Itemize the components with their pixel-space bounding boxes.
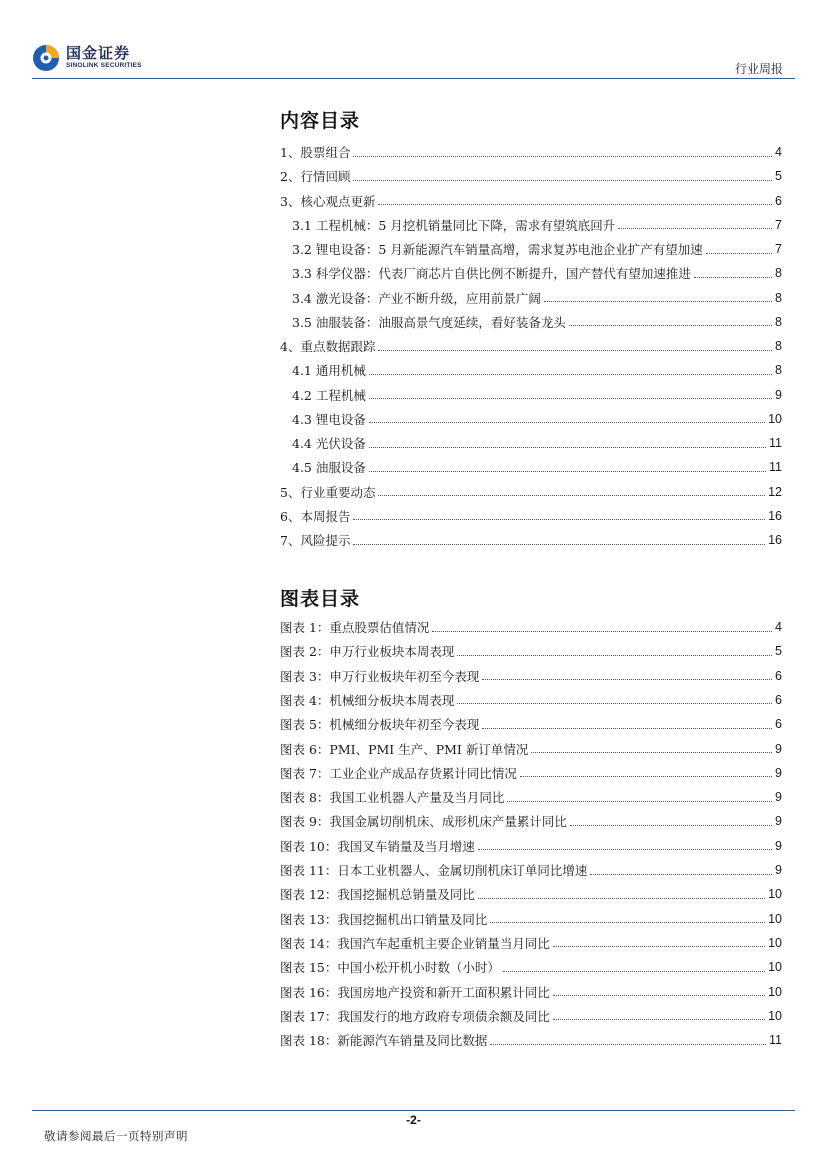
figure-entry[interactable]: [280, 933, 782, 953]
figure-entry[interactable]: [280, 714, 782, 734]
dot-leader: [553, 946, 765, 947]
toc-entry[interactable]: [280, 336, 782, 356]
entry-label: 3.5 油服装备：油服高景气度延续，看好装备龙头: [292, 314, 566, 330]
toc-entry[interactable]: [292, 457, 782, 477]
toc-entry[interactable]: [280, 166, 782, 186]
entry-label: 图表 12：我国挖掘机总销量及同比: [280, 887, 475, 903]
toc-title: 内容目录: [280, 110, 361, 132]
entry-page-number: 11: [769, 460, 782, 475]
figure-entry[interactable]: [280, 690, 782, 710]
dot-leader: [378, 350, 772, 351]
entry-page-number: 8: [775, 266, 782, 281]
report-type: 行业周报: [734, 62, 783, 76]
dot-leader: [478, 849, 772, 850]
sinolink-logo-icon: [32, 44, 60, 72]
entry-page-number: 4: [775, 620, 782, 634]
figure-entry[interactable]: [280, 739, 782, 759]
entry-label: 图表 5：机械细分板块年初至今表现: [280, 717, 480, 733]
entry-page-number: 6: [775, 668, 782, 683]
entry-label: 图表 9：我国金属切削机床、成形机床产量累计同比: [280, 814, 567, 830]
dot-leader: [694, 277, 772, 278]
entry-page-number: 9: [775, 863, 782, 877]
entry-label: 图表 18：新能源汽车销量及同比数据: [280, 1033, 488, 1049]
entry-label: 图表 7：工业企业产成品存货累计同比情况: [280, 765, 517, 781]
dot-leader: [507, 801, 772, 802]
entry-label: 1、股票组合: [280, 145, 351, 160]
entry-page-number: 10: [768, 1008, 782, 1023]
toc-entry[interactable]: [292, 360, 782, 380]
toc-entry[interactable]: [292, 263, 782, 283]
toc-entry[interactable]: [280, 482, 782, 502]
entry-label: 4.2 工程机械: [292, 387, 366, 403]
entry-label: 图表 10：我国叉车销量及当月增速: [280, 838, 475, 854]
dot-leader: [369, 398, 772, 399]
dot-leader: [378, 495, 765, 496]
brand-logo: [32, 44, 142, 72]
dot-leader: [478, 898, 765, 899]
figure-entry[interactable]: [280, 641, 782, 661]
figure-entry[interactable]: [280, 909, 782, 929]
figures-title: 图表目录: [280, 588, 361, 610]
entry-label: 图表 6：PMI、PMI 生产、PMI 新订单情况: [280, 741, 529, 757]
entry-label: 图表 15：中国小松开机小时数（小时）: [280, 960, 500, 976]
entry-page-number: 11: [769, 436, 782, 450]
entry-page-number: 7: [775, 217, 782, 232]
entry-page-number: 9: [775, 814, 782, 829]
dot-leader: [378, 204, 772, 205]
dot-leader: [432, 631, 772, 632]
entry-page-number: 5: [775, 169, 782, 184]
toc-entry[interactable]: [280, 142, 782, 162]
entry-page-number: 10: [768, 935, 782, 950]
entry-label: 图表 16：我国房地产投资和新开工面积累计同比: [280, 984, 550, 1000]
entry-label: 4.1 通用机械: [292, 363, 366, 379]
toc-entry[interactable]: [292, 215, 782, 235]
entry-label: 3.2 锂电设备：5 月新能源汽车销量高增，需求复苏电池企业扩产有望加速: [292, 242, 703, 257]
entry-page-number: 4: [775, 145, 782, 159]
footer-divider: [32, 1110, 795, 1111]
dot-leader: [369, 374, 772, 375]
figure-entry[interactable]: [280, 811, 782, 831]
entry-page-number: 9: [775, 790, 782, 805]
figure-entry[interactable]: [280, 884, 782, 904]
entry-label: 4.4 光伏设备: [292, 436, 366, 451]
toc-entry[interactable]: [292, 385, 782, 405]
toc-entry[interactable]: [292, 312, 782, 332]
dot-leader: [369, 471, 766, 472]
entry-label: 2、行情回顾: [280, 169, 351, 185]
entry-label: 4、重点数据跟踪: [280, 339, 376, 354]
figure-entry[interactable]: [280, 787, 782, 807]
entry-label: 3、核心观点更新: [280, 193, 376, 209]
entry-label: 4.3 锂电设备: [292, 411, 366, 427]
toc-entry[interactable]: [280, 530, 782, 550]
figure-entry[interactable]: [280, 957, 782, 977]
entry-label: 图表 11：日本工业机器人、金属切削机床订单同比增速: [280, 863, 588, 878]
figure-entry[interactable]: [280, 836, 782, 856]
entry-page-number: 8: [775, 290, 782, 305]
figure-entry[interactable]: [280, 763, 782, 783]
dot-leader: [544, 301, 772, 302]
dot-leader: [520, 776, 772, 777]
dot-leader: [503, 971, 765, 972]
entry-page-number: 12: [768, 484, 782, 499]
entry-page-number: 10: [768, 960, 782, 975]
dot-leader: [618, 228, 772, 229]
entry-label: 4.5 油服设备: [292, 460, 366, 476]
figure-entry[interactable]: [280, 1030, 782, 1050]
dot-leader: [706, 253, 772, 254]
entry-page-number: 6: [775, 193, 782, 208]
entry-label: 3.1 工程机械：5 月挖机销量同比下降，需求有望筑底回升: [292, 217, 616, 233]
entry-label: 图表 8：我国工业机器人产量及当月同比: [280, 790, 505, 806]
dot-leader: [553, 1019, 765, 1020]
figure-entry[interactable]: [280, 666, 782, 686]
entry-label: 图表 14：我国汽车起重机主要企业销量当月同比: [280, 935, 550, 951]
entry-page-number: 9: [775, 741, 782, 756]
entry-page-number: 7: [775, 242, 782, 256]
entry-page-number: 9: [775, 387, 782, 402]
entry-label: 图表 17：我国发行的地方政府专项债余额及同比: [280, 1008, 550, 1024]
entry-page-number: 8: [775, 363, 782, 378]
figure-entry[interactable]: [280, 617, 782, 637]
entry-page-number: 5: [775, 644, 782, 659]
entry-label: 3.3 科学仪器：代表厂商芯片自供比例不断提升，国产替代有望加速推进: [292, 266, 691, 282]
entry-page-number: 10: [768, 887, 782, 902]
entry-label: 5、行业重要动态: [280, 484, 376, 500]
dot-leader: [457, 655, 772, 656]
entry-label: 图表 2：申万行业板块本周表现: [280, 644, 455, 660]
footer-disclaimer: 敬请参阅最后一页特别声明: [44, 1129, 188, 1143]
page-number: -2-: [406, 1113, 421, 1127]
figure-entry[interactable]: [280, 982, 782, 1002]
entry-label: 图表 1：重点股票估值情况: [280, 620, 430, 635]
entry-page-number: 10: [768, 911, 782, 926]
entry-page-number: 9: [775, 765, 782, 780]
entry-page-number: 10: [768, 411, 782, 426]
dot-leader: [353, 180, 772, 181]
entry-page-number: 11: [769, 1033, 782, 1048]
entry-label: 3.4 激光设备：产业不断升级，应用前景广阔: [292, 290, 541, 306]
dot-leader: [490, 922, 765, 923]
dot-leader: [553, 995, 765, 996]
figure-entry[interactable]: [280, 1006, 782, 1026]
dot-leader: [570, 825, 772, 826]
toc-entry[interactable]: [292, 409, 782, 429]
dot-leader: [353, 156, 772, 157]
dot-leader: [531, 752, 772, 753]
header-divider: [32, 78, 795, 79]
toc-entry[interactable]: [292, 433, 782, 453]
dot-leader: [482, 679, 772, 680]
toc-entry[interactable]: [292, 239, 782, 259]
toc-entry[interactable]: [280, 191, 782, 211]
entry-page-number: 10: [768, 984, 782, 999]
entry-label: 7、风险提示: [280, 533, 351, 548]
dot-leader: [457, 703, 772, 704]
entry-page-number: 16: [768, 533, 782, 547]
entry-page-number: 6: [775, 692, 782, 707]
entry-page-number: 8: [775, 339, 782, 353]
entry-page-number: 6: [775, 717, 782, 732]
dot-leader: [482, 728, 772, 729]
dot-leader: [369, 447, 766, 448]
dot-leader: [369, 422, 765, 423]
dot-leader: [590, 874, 772, 875]
entry-label: 图表 3：申万行业板块年初至今表现: [280, 668, 480, 684]
entry-label: 6、本周报告: [280, 508, 351, 524]
toc-entry[interactable]: [280, 506, 782, 526]
entry-label: 图表 13：我国挖掘机出口销量及同比: [280, 911, 488, 927]
entry-page-number: 9: [775, 838, 782, 853]
entry-page-number: 16: [768, 508, 782, 523]
figure-entry[interactable]: [280, 860, 782, 880]
brand-name-en: SINOLINK SECURITIES: [66, 62, 142, 70]
entry-page-number: 8: [775, 314, 782, 329]
dot-leader: [353, 544, 765, 545]
dot-leader: [490, 1044, 766, 1045]
entry-label: 图表 4：机械细分板块本周表现: [280, 692, 455, 708]
brand-name-cn: 国金证券: [66, 44, 131, 63]
toc-entry[interactable]: [292, 288, 782, 308]
dot-leader: [353, 519, 765, 520]
dot-leader: [569, 325, 772, 326]
page-header: [0, 0, 827, 80]
